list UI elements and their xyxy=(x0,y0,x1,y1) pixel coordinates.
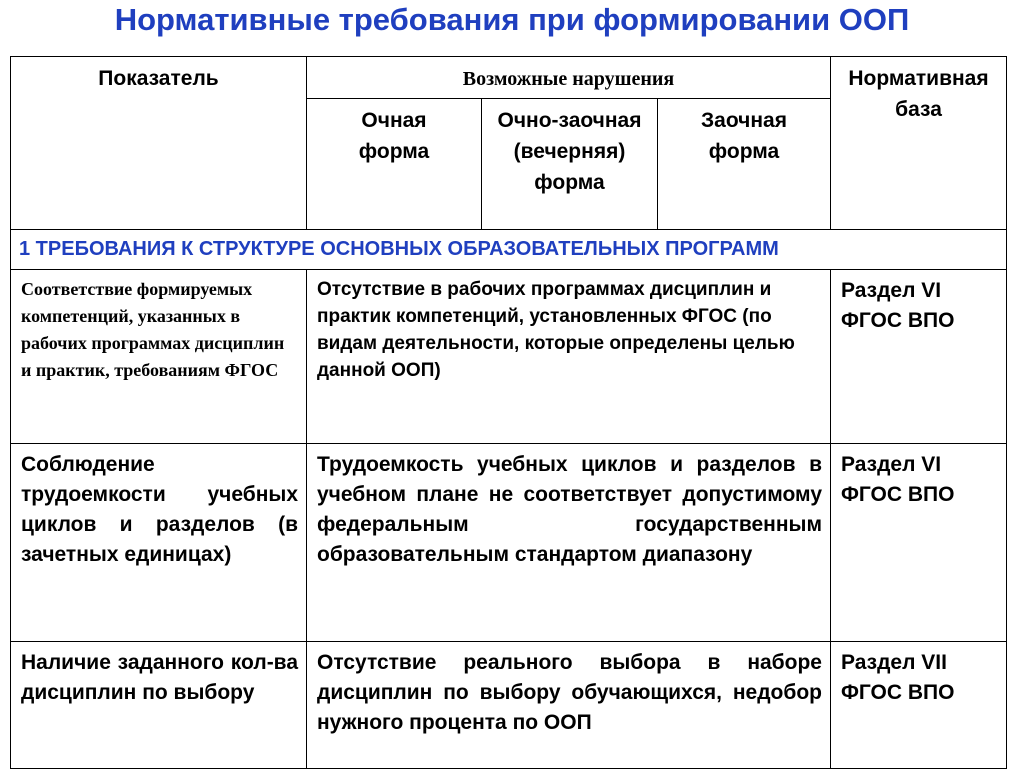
row-normative-base-text: Раздел VII ФГОС ВПО xyxy=(841,651,955,704)
row-indicator xyxy=(11,270,307,444)
requirements-table xyxy=(10,56,1007,769)
page-title: Нормативные требования при формировании ООП xyxy=(114,2,910,37)
row-normative-base-text: Раздел VI ФГОС ВПО xyxy=(841,453,955,506)
header-full-time-label: Очная форма xyxy=(358,109,430,163)
header-part-time-label: Очно-заочная (вечерняя) форма xyxy=(497,109,642,194)
row-indicator-text: Наличие заданного кол-ва дисциплин по выбору xyxy=(21,651,298,704)
row-normative-base xyxy=(831,270,1007,444)
row-indicator-text: Соблюдение трудоемкости учебных циклов и разделов (в зачетных единицах) xyxy=(21,453,298,566)
header-part-time xyxy=(482,99,658,230)
row-violation-text: Отсутствие реального выбора в наборе дисциплин по выбору обучающихся, недобор нужного процента по ООП xyxy=(317,651,822,734)
row-indicator xyxy=(11,444,307,642)
header-indicator xyxy=(11,57,307,230)
table-row xyxy=(11,444,1007,642)
table-row xyxy=(11,642,1007,769)
row-indicator-text: Соответствие формируемых компетенций, указанных в рабочих программах дисциплин и практик, требованиям ФГОС xyxy=(21,279,285,380)
header-violations-label: Возможные нарушения xyxy=(462,68,675,90)
header-full-time xyxy=(307,99,482,230)
row-violation xyxy=(307,270,831,444)
row-normative-base-text: Раздел VI ФГОС ВПО xyxy=(841,279,955,332)
header-normative-base-label: Нормативная база xyxy=(848,67,989,121)
row-violation-text: Отсутствие в рабочих программах дисциплин и практик компетенций, установленных ФГОС (по видам деятельности, которые определены целью данной ООП) xyxy=(317,279,795,381)
header-normative-base xyxy=(831,57,1007,230)
row-violation xyxy=(307,444,831,642)
header-violations xyxy=(307,57,831,99)
row-normative-base xyxy=(831,444,1007,642)
row-normative-base xyxy=(831,642,1007,769)
header-extramural xyxy=(658,99,831,230)
table-row xyxy=(11,270,1007,444)
header-extramural-label: Заочная форма xyxy=(701,109,787,163)
row-violation xyxy=(307,642,831,769)
header-indicator-label: Показатель xyxy=(98,67,219,90)
section-label: 1 ТРЕБОВАНИЯ К СТРУКТУРЕ ОСНОВНЫХ ОБРАЗОВАТЕЛЬНЫХ ПРОГРАММ xyxy=(19,238,779,260)
row-indicator xyxy=(11,642,307,769)
section-row xyxy=(11,230,1007,270)
row-violation-text: Трудоемкость учебных циклов и разделов в учебном плане не соответствует допустимому федеральным государственным образовательным стандартом диапазону xyxy=(317,453,822,566)
